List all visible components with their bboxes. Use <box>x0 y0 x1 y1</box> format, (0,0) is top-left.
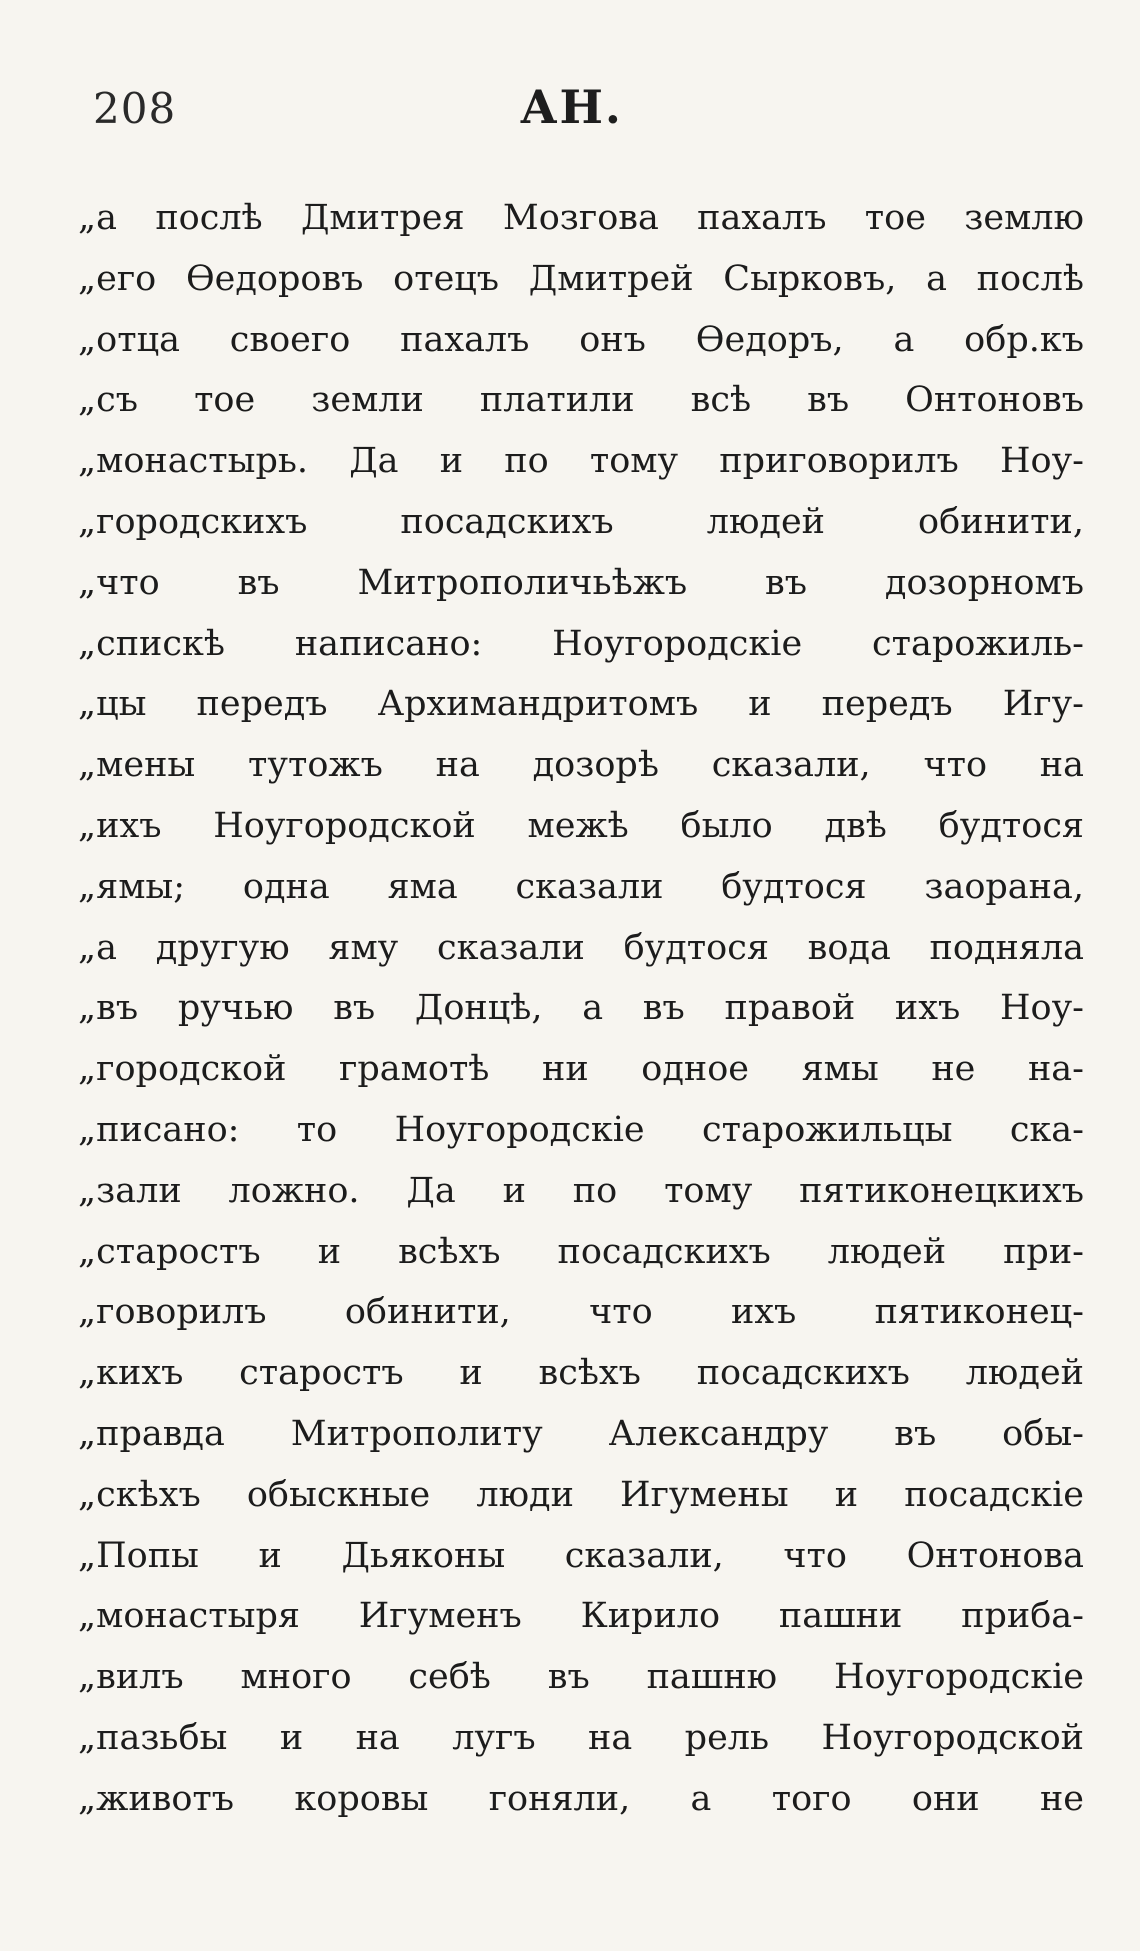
text-line: „Попы и Дьяконы сказали, что Онтонова <box>78 1535 1084 1576</box>
text-line: „зали ложно. Да и по тому пятиконецкихъ <box>78 1170 1084 1211</box>
text-line: „монастыря Игуменъ Кирило пашни приба- <box>78 1596 1084 1637</box>
text-line: „ихъ Ноугородской межѣ было двѣ будтося <box>78 805 1084 846</box>
text-line: „его Ѳедоровъ отецъ Дмитрей Сырковъ, а послѣ <box>78 258 1084 299</box>
text-line: „мены тутожъ на дозорѣ сказали, что на <box>78 745 1084 786</box>
text-line: „писано: то Ноугородскіе старожильцы ска- <box>78 1109 1084 1150</box>
text-line: „въ ручью въ Донцѣ, а въ правой ихъ Ноу- <box>78 988 1084 1029</box>
text-line: „скѣхъ обыскные люди Игумены и посадскіе <box>78 1474 1084 1515</box>
text-line: „старостъ и всѣхъ посадскихъ людей при- <box>78 1231 1084 1272</box>
text-line: „ямы; одна яма сказали будтося заорана, <box>78 866 1084 907</box>
text-line: „а послѣ Дмитрея Мозгова пахалъ тое землю <box>78 198 1084 238</box>
text-line: „городскихъ посадскихъ людей обинити, <box>78 501 1084 542</box>
text-line: „что въ Митрополичьѣжъ въ дозорномъ <box>78 562 1084 603</box>
text-line: „цы передъ Архимандритомъ и передъ Игу- <box>78 684 1084 725</box>
text-line: „пазьбы и на лугъ на рель Ноугородской <box>78 1717 1084 1758</box>
text-line: „монастырь. Да и по тому приговорилъ Ноу- <box>78 441 1084 482</box>
text-line: „спискѣ написано: Ноугородскіе старожиль- <box>78 623 1084 664</box>
text-line: „правда Митрополиту Александру въ обы- <box>78 1413 1084 1454</box>
text-line: „животъ коровы гоняли, а того они не <box>78 1778 1084 1819</box>
running-head: АН. <box>520 80 623 134</box>
body-text <box>78 188 1084 1830</box>
text-line: „отца своего пахалъ онъ Ѳедоръ, а обр.къ <box>78 319 1084 360</box>
text-line: „а другую яму сказали будтося вода подняла <box>78 927 1084 968</box>
page-number: 208 <box>93 84 177 133</box>
text-line: „вилъ много себѣ въ пашню Ноугородскіе <box>78 1657 1084 1698</box>
text-line: „кихъ старостъ и всѣхъ посадскихъ людей <box>78 1353 1084 1394</box>
text-line: „городской грамотѣ ни одное ямы не на- <box>78 1049 1084 1090</box>
text-line: „съ тое земли платили всѣ въ Онтоновъ <box>78 380 1084 421</box>
text-line: „говорилъ обинити, что ихъ пятиконец- <box>78 1292 1084 1333</box>
